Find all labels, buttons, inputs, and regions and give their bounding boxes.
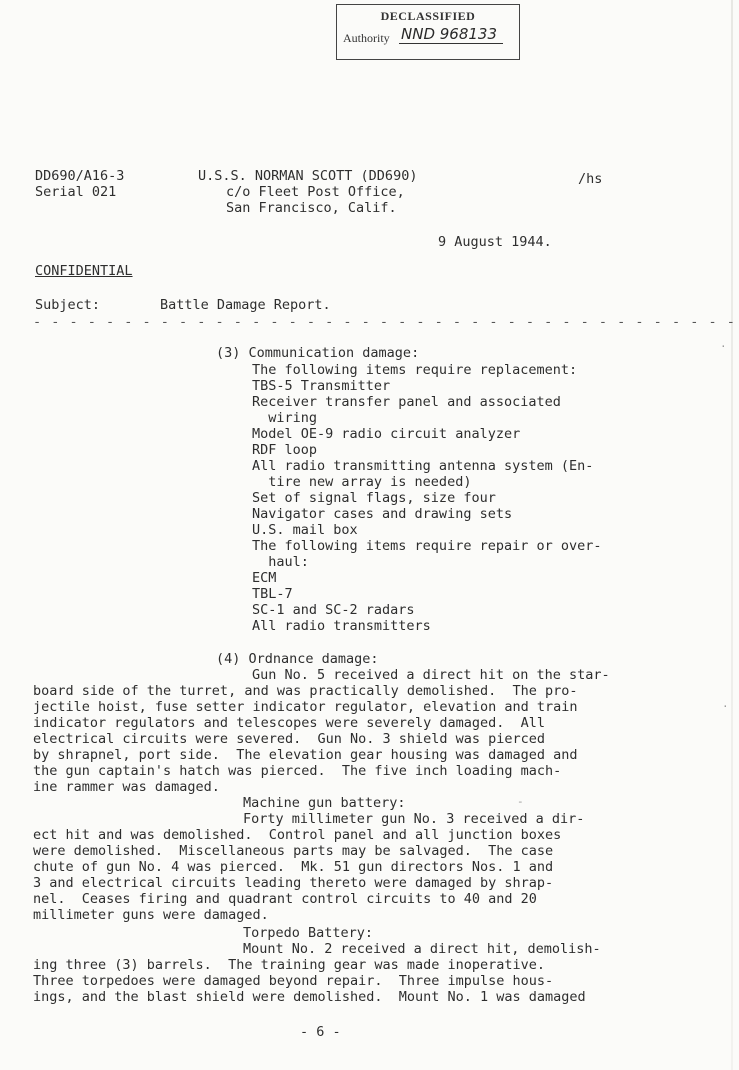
ordnance-line: indicator regulators and telescopes were severely damaged. All: [33, 715, 546, 731]
comm-line: tire new array is needed): [252, 474, 472, 490]
header-serial: Serial 021: [35, 184, 117, 200]
ordnance-line: ing three (3) barrels. The training gear was made inoperative.: [33, 957, 546, 973]
comm-line: haul:: [252, 554, 309, 570]
ordnance-line: Mount No. 2 received a direct hit, demolish-: [243, 941, 601, 957]
ordnance-line: Three torpedoes were damaged beyond repair. Three impulse hous-: [33, 973, 554, 989]
scan-speck: -: [517, 795, 524, 808]
comm-line: The following items require replacement:: [252, 362, 578, 378]
subject-label: Subject:: [35, 297, 101, 313]
ordnance-line: were demolished. Miscellaneous parts may be salvaged. The case: [33, 843, 554, 859]
comm-line: wiring: [252, 410, 318, 426]
classification-marking: CONFIDENTIAL: [35, 263, 133, 279]
ordnance-line: electrical circuits were severed. Gun No. 3 shield was pierced: [33, 731, 546, 747]
scan-speck: ·: [722, 700, 729, 713]
ordnance-line: 3 and electrical circuits leading thereto were damaged by shrap-: [33, 875, 554, 891]
ordnance-line: by shrapnel, port side. The elevation gear housing was damaged and: [33, 747, 578, 763]
comm-line: TBL-7: [252, 586, 293, 602]
document-date: 9 August 1944.: [438, 234, 552, 250]
machine-gun-heading: Machine gun battery:: [243, 795, 406, 811]
comm-line: Receiver transfer panel and associated: [252, 394, 561, 410]
page-number: - 6 -: [300, 1024, 341, 1040]
ordnance-line: Gun No. 5 received a direct hit on the star-: [252, 667, 610, 683]
stamp-title: DECLASSIFIED: [380, 9, 476, 23]
ordnance-line: ine rammer was damaged.: [33, 779, 220, 795]
comm-line: RDF loop: [252, 442, 318, 458]
comm-line: SC-1 and SC-2 radars: [252, 602, 415, 618]
ordnance-line: jectile hoist, fuse setter indicator regulator, elevation and train: [33, 699, 578, 715]
ordnance-line: board side of the turret, and was practically demolished. The pro-: [33, 683, 578, 699]
comm-line: TBS-5 Transmitter: [252, 378, 391, 394]
torpedo-heading: Torpedo Battery:: [243, 925, 374, 941]
ordnance-line: Forty millimeter gun No. 3 received a dir-: [243, 811, 585, 827]
comm-line: Set of signal flags, size four: [252, 490, 496, 506]
comm-line: ECM: [252, 570, 277, 586]
header-address-2: San Francisco, Calif.: [226, 200, 397, 216]
comm-heading: (3) Communication damage:: [216, 345, 420, 361]
ordnance-heading: (4) Ordnance damage:: [216, 651, 379, 667]
ordnance-line: chute of gun No. 4 was pierced. Mk. 51 gun directors Nos. 1 and: [33, 859, 554, 875]
comm-line: Model OE-9 radio circuit analyzer: [252, 426, 521, 442]
comm-line: All radio transmitting antenna system (En-: [252, 458, 594, 474]
ordnance-line: ings, and the blast shield were demolished. Mount No. 1 was damaged: [33, 989, 586, 1005]
ordnance-line: ect hit and was demolished. Control panel and all junction boxes: [33, 827, 562, 843]
scan-speck: ·: [720, 340, 727, 353]
ordnance-line: nel. Ceases firing and quadrant control circuits to 40 and 20: [33, 891, 537, 907]
declassified-stamp: [336, 4, 520, 60]
comm-line: Navigator cases and drawing sets: [252, 506, 513, 522]
comm-line: All radio transmitters: [252, 618, 431, 634]
dash-separator: - - - - - - - - - - - - - - - - - - - - - - - - - - - - - - - - - - - - - - -: [33, 314, 736, 330]
header-file-code: DD690/A16-3: [35, 168, 125, 184]
header-address-1: c/o Fleet Post Office,: [226, 184, 405, 200]
ordnance-line: millimeter guns were damaged.: [33, 907, 269, 923]
stamp-authority-value: NND 968133: [399, 25, 503, 44]
comm-line: U.S. mail box: [252, 522, 358, 538]
ordnance-line: the gun captain's hatch was pierced. The five inch loading mach-: [33, 763, 562, 779]
subject-text: Battle Damage Report.: [160, 297, 331, 313]
scan-edge: [731, 0, 733, 1070]
stamp-authority-label: Authority: [343, 31, 390, 45]
header-ship: U.S.S. NORMAN SCOTT (DD690): [198, 168, 418, 184]
header-initials: /hs: [578, 171, 603, 187]
comm-line: The following items require repair or over-: [252, 538, 602, 554]
